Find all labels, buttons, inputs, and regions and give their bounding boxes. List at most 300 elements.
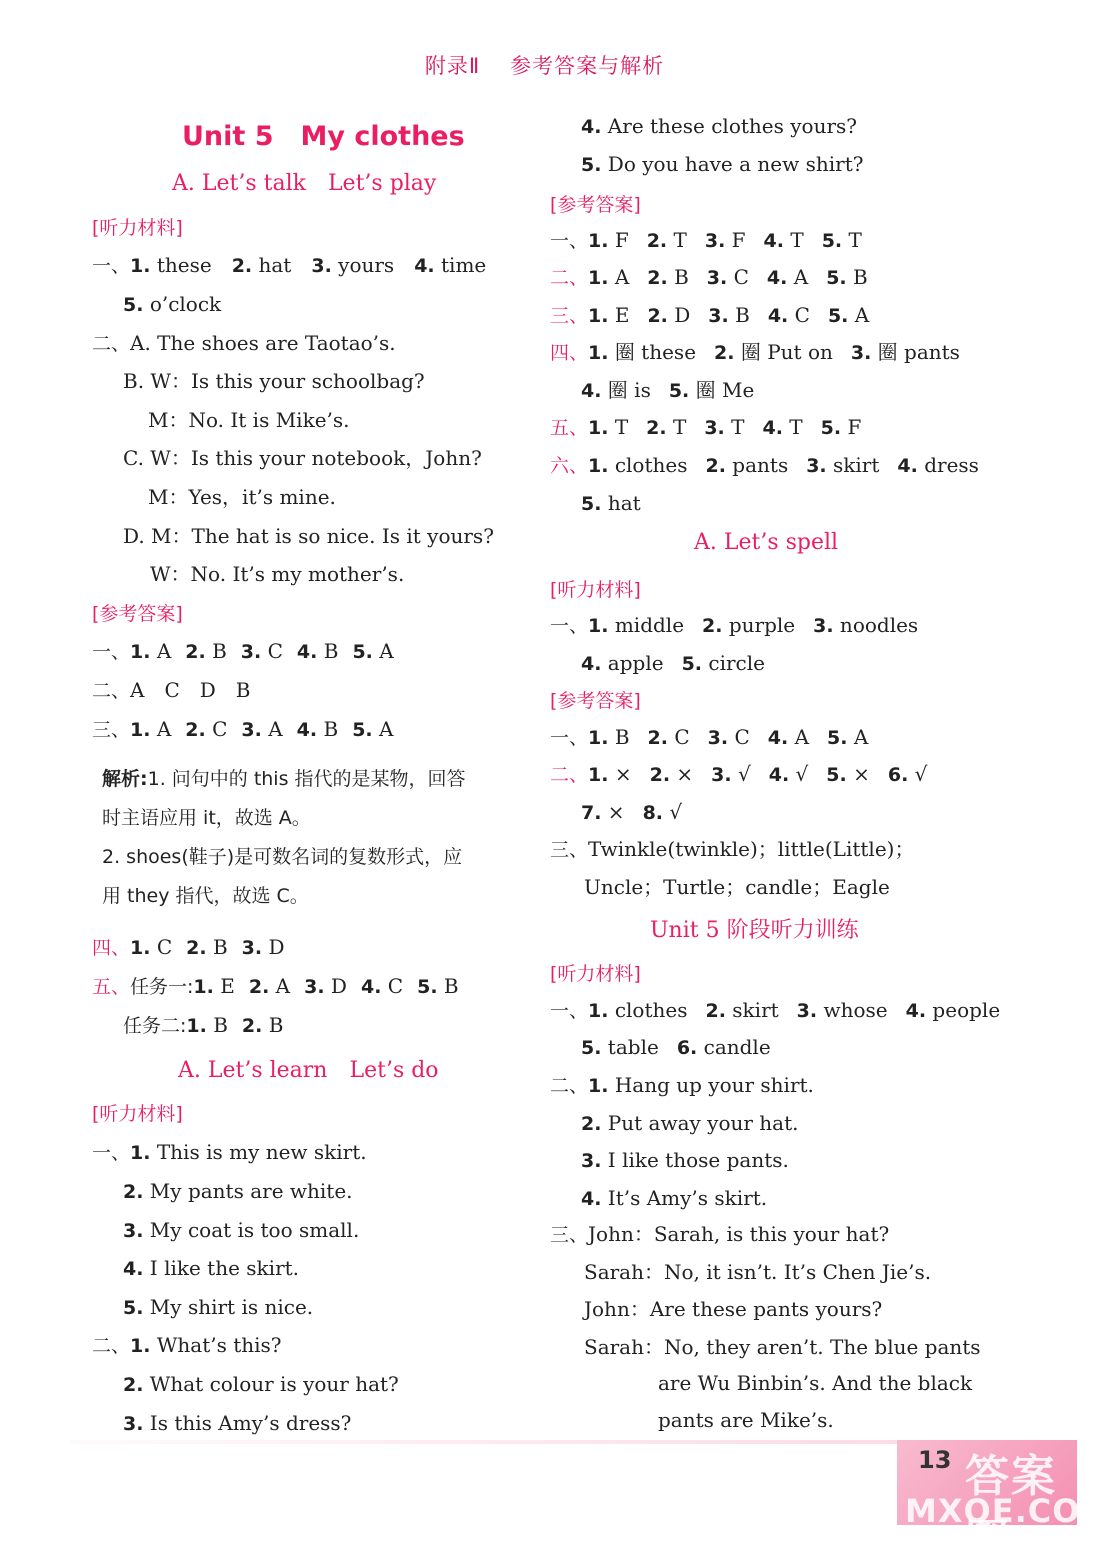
item-value: A [848, 303, 870, 327]
spell-listen1-b [581, 649, 765, 678]
item-number: 4. [414, 255, 435, 277]
item-number: 3. [707, 727, 729, 749]
item-number: 4. [581, 653, 602, 675]
answer-item [647, 303, 690, 327]
answer-item [647, 265, 689, 289]
answer-item [304, 974, 347, 998]
item-value: skirt [725, 998, 779, 1022]
answer2-row: 二、A C D B [92, 678, 251, 702]
answer-item [297, 717, 339, 741]
item-number: 5. [352, 641, 373, 663]
answer-item [581, 378, 651, 402]
item-value: A [788, 725, 810, 749]
item-value: pants [725, 453, 789, 477]
item-number: 1. [588, 342, 609, 364]
dialogue-line [584, 1295, 882, 1323]
stage-listen1: 一、1. clothes 2. skirt 3. whose 4. people [550, 998, 1001, 1022]
listen2-b-reply: M：No. It is Mike’s. [148, 408, 350, 432]
item-number: 2. [186, 937, 207, 959]
tag-listening-material: [听力材料] [92, 217, 183, 239]
item-number: 4. [763, 230, 784, 252]
answer-item [241, 717, 282, 741]
item-value: B [846, 265, 868, 289]
item-value: I like those pants. [601, 1148, 789, 1172]
sentence-line [123, 1370, 399, 1399]
answer-item [705, 453, 788, 477]
item-number: 5. [827, 727, 848, 749]
item-value: hat [252, 253, 292, 277]
header-appendix: 附录Ⅱ [424, 54, 481, 78]
item-number: 3. [240, 641, 262, 663]
answer-item [888, 762, 928, 786]
item-value: C [667, 725, 690, 749]
running-header [0, 50, 1089, 80]
answer-item [822, 228, 862, 252]
item-number: 1. [130, 641, 151, 663]
item-number: 2. [646, 417, 667, 439]
analysis-line-1: 解析:1. 问句中的 this 指代的是某物，回答 [102, 768, 466, 790]
item-number: 5. [826, 764, 847, 786]
stage-listen3-cont-1: are Wu Binbin’s. And the black [658, 1371, 973, 1395]
item-value: 圈 these [608, 340, 697, 364]
item-number: 1. [130, 1335, 151, 1357]
answer-item [185, 717, 227, 741]
item-value: √ [789, 762, 809, 786]
tag-reference-answer: [参考答案] [92, 603, 183, 625]
item-value: What colour is your hat? [143, 1371, 399, 1396]
item-value: F [608, 228, 629, 252]
item-number: 1. [588, 764, 609, 786]
item-value: circle [702, 651, 765, 675]
answer-item [249, 974, 290, 998]
item-value: candle [697, 1035, 771, 1059]
listen2-c-reply: M：Yes，it’s mine. [148, 485, 336, 509]
item-number: 2. [248, 976, 270, 998]
answer-item [130, 717, 171, 741]
item-number: 3. [311, 255, 332, 277]
item-value: A [372, 717, 394, 741]
item-number: 4. [767, 305, 789, 327]
item-value: D [667, 303, 691, 327]
item-value: I like the skirt. [143, 1256, 300, 1281]
item-value: B [667, 265, 689, 289]
sentence-line [123, 1409, 351, 1438]
answer-item [769, 762, 809, 786]
item-value: 圈 Me [689, 378, 755, 402]
ans-r5: 五、1. T 2. T 3. T 4. T 5. F [550, 415, 862, 439]
answer-item [648, 725, 690, 749]
sentence-line [581, 112, 857, 141]
answer-item [414, 253, 486, 277]
answer-item [361, 974, 403, 998]
item-number: 4. [766, 267, 788, 289]
section-prefix: 二、 [92, 1335, 131, 1357]
item-number: 3. [850, 342, 872, 364]
answer-item [650, 762, 694, 786]
item-number: 1. [130, 719, 151, 741]
item-number: 3. [581, 1150, 602, 1172]
item-value: T [608, 415, 629, 439]
item-value: Put away your hat. [601, 1110, 799, 1135]
answer-item [588, 265, 629, 289]
sentence-line [581, 1109, 799, 1138]
ans-r3: 三、1. E 2. D 3. B 4. C 5. A [550, 303, 870, 327]
answer-item [826, 265, 868, 289]
item-number: 1. [193, 976, 214, 998]
answer-item [797, 998, 888, 1022]
item-value: A [372, 639, 394, 663]
sentence-line [123, 1293, 313, 1322]
section-heading-talk: A. Let’s talk Let’s play [172, 171, 437, 196]
header-title: 参考答案与解析 [510, 54, 665, 78]
watermark-url: MXQE.COM [905, 1492, 1113, 1530]
item-value: C [261, 639, 283, 663]
item-value: A [150, 639, 172, 663]
answer-item [806, 453, 879, 477]
item-number: 5. [352, 719, 373, 741]
item-value: T [724, 415, 745, 439]
item-value: T [667, 228, 687, 252]
answer-item [643, 800, 683, 824]
answer-item [588, 725, 630, 749]
answer-item [646, 415, 686, 439]
item-number: 3. [304, 976, 325, 998]
item-value: E [213, 974, 235, 998]
answer-item [186, 1013, 228, 1037]
answer-item [417, 974, 459, 998]
section-prefix: 二、 [550, 1075, 589, 1097]
item-number: 2. [123, 1180, 144, 1203]
answer-item [708, 303, 750, 327]
item-value: A [269, 974, 291, 998]
sentence-line [92, 1331, 282, 1360]
item-number: 3. [241, 719, 262, 741]
sentence-line [123, 1177, 353, 1206]
item-value: Do you have a new shirt? [601, 152, 864, 176]
item-value: A [608, 265, 630, 289]
item-value: D [324, 974, 347, 998]
item-value: 圈 Put on [734, 340, 833, 364]
analysis-line-2: 时主语应用 it，故选 A。 [102, 807, 311, 829]
listen2-d: D. M：The hat is so nice. Is it yours? [123, 524, 494, 548]
section-heading-learn: A. Let’s learn Let’s do [178, 1058, 439, 1083]
item-number: 2. [647, 727, 668, 749]
item-value: F [725, 228, 746, 252]
answer-item [826, 762, 870, 786]
watermark-logo: 答案圈 [965, 1451, 1057, 1566]
item-value: Hang up your shirt. [608, 1073, 814, 1097]
answer-item [242, 935, 285, 959]
answer-item [130, 253, 212, 277]
answer-item [768, 303, 810, 327]
item-number: 1. [130, 255, 151, 277]
listen2-a: 二、A. The shoes are Taotao’s. [92, 331, 396, 355]
item-value: yours [331, 253, 395, 277]
sentence-line [581, 1184, 767, 1213]
item-value: purple [722, 613, 796, 637]
item-value: √ [731, 762, 751, 786]
ans-r6-b: 5. hat [581, 491, 641, 515]
item-value: these [150, 253, 212, 277]
item-number: 3. [796, 1000, 818, 1022]
item-number: 5. [123, 1297, 144, 1320]
spell-ans3-b: Uncle；Turtle；candle；Eagle [584, 875, 890, 899]
item-value: My shirt is nice. [143, 1295, 314, 1320]
answer-item [130, 639, 171, 663]
tag-reference-answer-2: [参考答案] [550, 194, 641, 216]
item-number: 4. [581, 380, 602, 402]
answer-item [588, 453, 687, 477]
ans-r1: 一、1. F 2. T 3. F 4. T 5. T [550, 228, 862, 252]
item-number: 3. [711, 764, 732, 786]
item-number: 1. [588, 230, 609, 252]
item-number: 3. [123, 1412, 144, 1435]
item-number: 2. [649, 764, 671, 786]
item-number: 6. [676, 1037, 698, 1059]
answer-item [193, 974, 234, 998]
answer-item [588, 998, 687, 1022]
item-number: 4. [897, 455, 918, 477]
item-number: 4. [768, 764, 790, 786]
item-value: This is my new skirt. [150, 1140, 367, 1164]
answer-item [242, 1013, 284, 1037]
item-value: whose [817, 998, 888, 1022]
answer-item [588, 303, 629, 327]
item-value: × [601, 800, 625, 824]
item-number: 2. [702, 615, 723, 637]
item-value: B [206, 1013, 228, 1037]
item-number: 1. [588, 417, 609, 439]
item-value: 圈 is [601, 378, 651, 402]
item-number: 2. [581, 1112, 602, 1135]
answer-item [352, 717, 393, 741]
answer-item [588, 340, 696, 364]
listen1-row-b: 5. o’clock [123, 292, 222, 316]
answer-item [241, 639, 283, 663]
item-number: 3. [806, 455, 827, 477]
answer-item [702, 613, 795, 637]
answer3-row: 三、1. A 2. C 3. A 4. B 5. A [92, 717, 394, 741]
item-number: 3. [704, 417, 725, 439]
ans-r4: 四、1. 圈 these 2. 圈 Put on 3. 圈 pants [550, 340, 960, 364]
item-number: 1. [588, 1000, 609, 1022]
item-number: 1. [588, 267, 609, 289]
item-value: What’s this? [150, 1333, 282, 1357]
answer-item [764, 228, 804, 252]
answer-item [708, 725, 750, 749]
answer4-row: 四、1. C 2. B 3. D [92, 935, 285, 959]
spell-ans2-b [581, 798, 682, 827]
item-number: 5. [820, 417, 842, 439]
item-value: C [727, 265, 749, 289]
answer-item [581, 1035, 659, 1059]
item-number: 2. [705, 455, 726, 477]
item-value: A [261, 717, 283, 741]
sentence-line [123, 1216, 359, 1245]
answer-item [707, 265, 749, 289]
item-number: 4. [296, 719, 318, 741]
item-value: B [317, 639, 339, 663]
answer-item [297, 639, 339, 663]
ans-r6: 六、1. clothes 2. pants 3. skirt 4. dress [550, 453, 979, 477]
item-number: 3. [123, 1219, 144, 1242]
item-number: 5. [681, 653, 703, 675]
answer-item [232, 253, 292, 277]
listen2-b: B. W：Is this your schoolbag? [123, 369, 425, 393]
answer-item [714, 340, 833, 364]
speaker: Sarah： [584, 1259, 664, 1284]
ans-r2: 二、1. A 2. B 3. C 4. A 5. B [550, 265, 868, 289]
stage-listen1-b [581, 1033, 771, 1062]
item-number: 3. [708, 305, 729, 327]
item-value: C [150, 935, 173, 959]
item-value: My coat is too small. [143, 1217, 360, 1242]
answer-item [588, 613, 684, 637]
item-number: 1. [186, 1015, 207, 1037]
spell-ans1: 一、1. B 2. C 3. C 4. A 5. A [550, 725, 869, 749]
item-number: 5. [581, 154, 602, 176]
answer-item [588, 228, 629, 252]
item-number: 2. [185, 719, 206, 741]
dialogue-line [584, 1333, 981, 1361]
answer-item [827, 725, 868, 749]
footer-band [70, 1440, 1020, 1444]
page-number: 13 [918, 1446, 952, 1474]
item-number: 2. [231, 255, 253, 277]
answer-item [767, 265, 808, 289]
tag-listening-material-4: [听力材料] [550, 963, 641, 985]
tag-reference-answer-3: [参考答案] [550, 690, 641, 712]
item-value: D [262, 935, 285, 959]
item-value: B [206, 935, 228, 959]
answer-item [186, 935, 228, 959]
item-number: 2. [714, 342, 735, 364]
spell-ans3: 三、Twinkle(twinkle)；little(Little)； [550, 837, 915, 861]
item-value: E [608, 303, 630, 327]
item-number: 1. [588, 1075, 609, 1097]
ans-r4-b [581, 376, 754, 405]
sentence-line [92, 1138, 367, 1167]
item-value: noodles [833, 613, 919, 637]
answer-item [851, 340, 960, 364]
answer-item [581, 800, 625, 824]
item-number: 6. [887, 764, 909, 786]
answer-item [705, 228, 746, 252]
utterance: No, they aren’t. The blue pants [664, 1334, 981, 1359]
item-number: 2. [241, 1015, 263, 1037]
answer-item [647, 228, 687, 252]
item-number: 3. [813, 615, 834, 637]
section-heading-spell: A. Let’s spell [694, 530, 839, 555]
item-value: √ [663, 800, 683, 824]
item-value: B [608, 725, 630, 749]
spell-ans2: 二、1. × 2. × 3. √ 4. √ 5. × 6. √ [550, 762, 928, 786]
item-value: My pants are white. [143, 1178, 353, 1203]
item-value: clothes [608, 998, 688, 1022]
item-number: 4. [296, 641, 318, 663]
answer-item [768, 725, 809, 749]
item-number: 4. [905, 1000, 927, 1022]
answer-item [821, 415, 862, 439]
item-value: A [847, 725, 869, 749]
answer5-row-b: 任务二:1. B 2. B [123, 1013, 284, 1037]
item-number: 1. [130, 937, 151, 959]
item-number: 3. [706, 267, 728, 289]
answer-item [185, 639, 227, 663]
analysis-block [102, 760, 466, 916]
item-number: 4. [123, 1258, 144, 1281]
item-value: T [784, 228, 804, 252]
item-number: 2. [185, 641, 206, 663]
item-value: 圈 pants [871, 340, 960, 364]
item-value: × [846, 762, 870, 786]
speaker: John： [584, 1297, 650, 1321]
answer-item [897, 453, 979, 477]
item-number: 2. [705, 1000, 726, 1022]
analysis-line-4: 用 they 指代，故选 C。 [102, 885, 309, 907]
item-number: 5. [827, 305, 849, 327]
item-number: 1. [588, 305, 609, 327]
item-value: Are these clothes yours? [601, 114, 857, 138]
item-value: × [608, 762, 632, 786]
item-value: It’s Amy’s skirt. [601, 1185, 768, 1210]
item-value: dress [917, 453, 979, 477]
unit-title: Unit 5 My clothes [182, 121, 465, 152]
utterance: Are these pants yours? [649, 1297, 883, 1321]
item-number: 4. [581, 116, 602, 138]
stage-listen3-cont-2: pants are Mike’s. [658, 1408, 834, 1432]
item-number: 8. [642, 802, 664, 824]
item-value: B [205, 639, 227, 663]
answer-item [581, 651, 664, 675]
item-value: C [788, 303, 810, 327]
spell-listen1: 一、1. middle 2. purple 3. noodles [550, 613, 919, 637]
answer-item [130, 935, 172, 959]
item-number: 2. [647, 305, 668, 327]
item-value: B [262, 1013, 284, 1037]
tag-listening-material-3: [听力材料] [550, 579, 641, 601]
item-value: T [842, 228, 862, 252]
answer-item [352, 639, 393, 663]
analysis-line-3: 2. shoes(鞋子)是可数名词的复数形式，应 [102, 846, 463, 868]
item-value: C [381, 974, 404, 998]
item-number: 4. [762, 417, 783, 439]
section-prefix: 一、 [92, 1142, 131, 1164]
item-value: B [728, 303, 750, 327]
sentence-line [550, 1071, 814, 1100]
listen1-row: 一、1. these 2. hat 3. yours 4. time [92, 253, 487, 277]
answer-item [677, 1035, 771, 1059]
item-value: skirt [826, 453, 880, 477]
sentence-line [581, 1146, 789, 1175]
item-number: 1. [588, 455, 609, 477]
item-number: 2. [646, 230, 668, 252]
item-number: 7. [581, 802, 602, 824]
item-number: 2. [647, 267, 668, 289]
item-value: A [787, 265, 809, 289]
speaker: John： [588, 1222, 654, 1246]
item-value: √ [908, 762, 928, 786]
item-value: F [841, 415, 862, 439]
dialogue-line [584, 1258, 931, 1286]
item-number: 3. [704, 230, 726, 252]
item-value: T [782, 415, 803, 439]
utterance: No, it isn’t. It’s Chen Jie’s. [664, 1259, 932, 1284]
answer-item [311, 253, 394, 277]
utterance: Sarah, is this your hat? [653, 1222, 890, 1246]
item-number: 5. [821, 230, 843, 252]
item-value: clothes [608, 453, 688, 477]
